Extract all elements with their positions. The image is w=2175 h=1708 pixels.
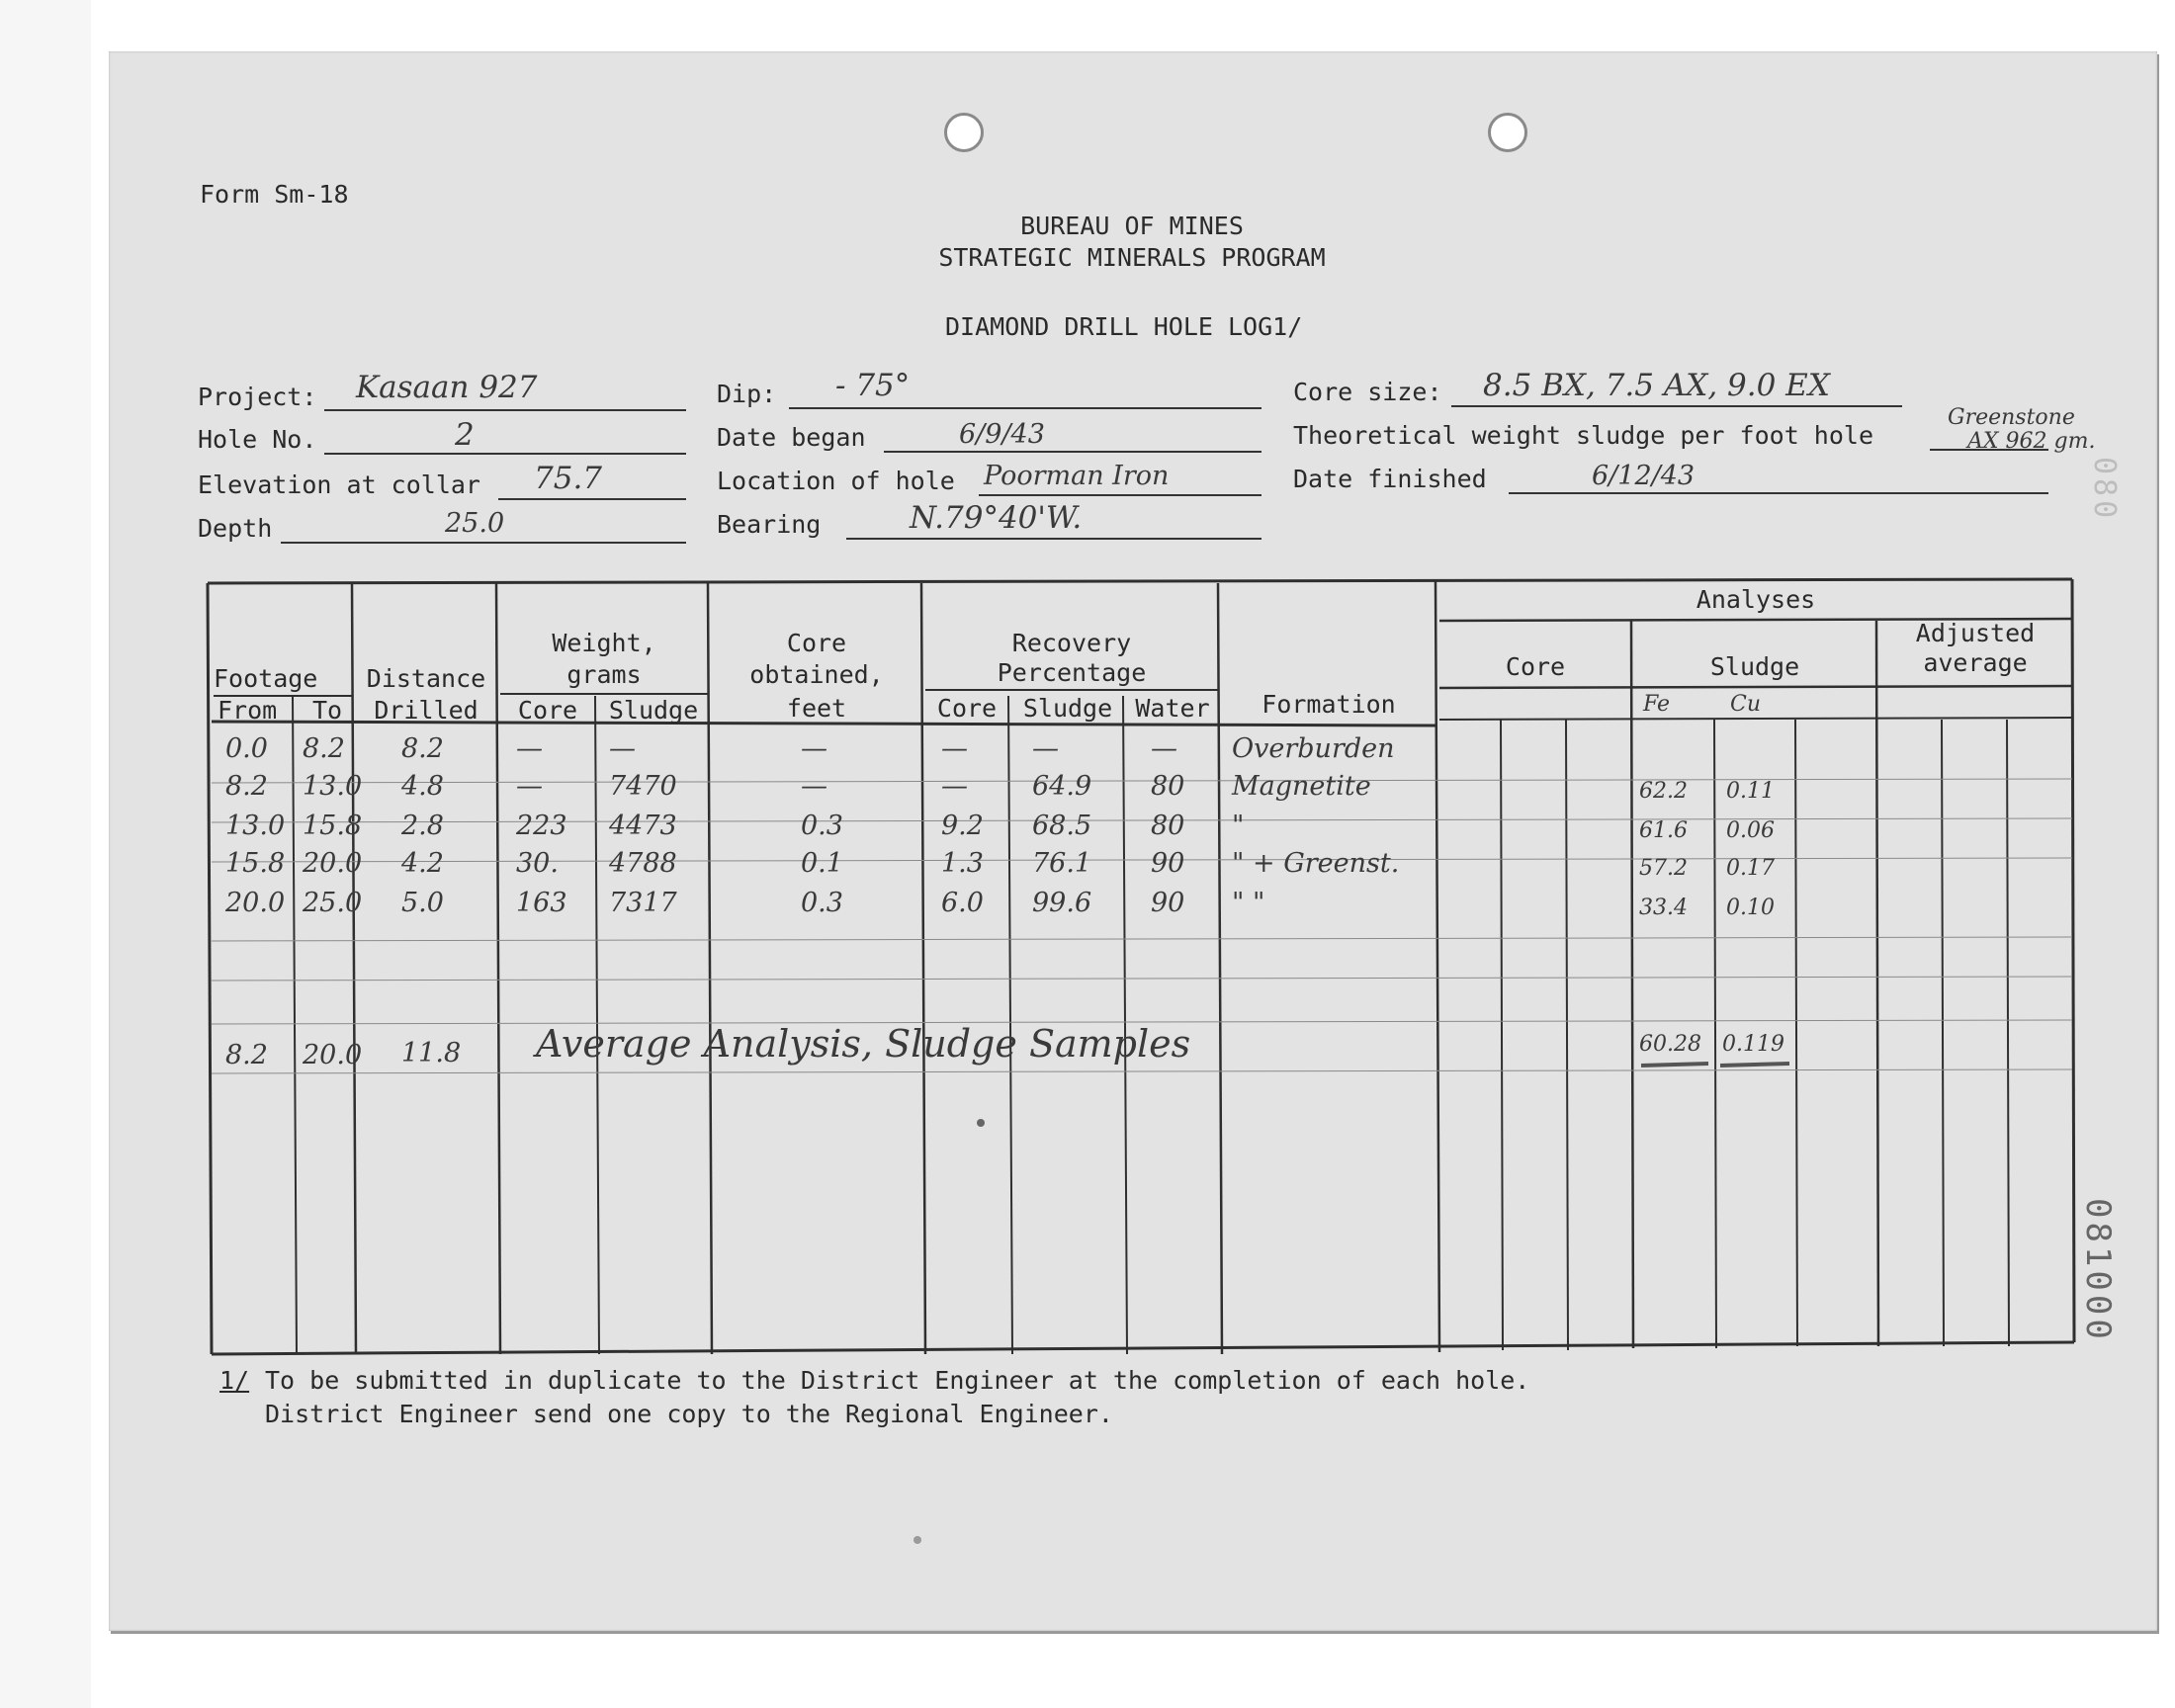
cell-core-obt: 0.3 bbox=[801, 888, 843, 918]
date-finished-label: Date finished bbox=[1293, 465, 1487, 493]
footnote-line-1: To be submitted in duplicate to the District Engineer at the completion of each hole. bbox=[265, 1366, 1530, 1395]
cell-wsludge: 4788 bbox=[609, 848, 677, 879]
cell-formation: " " bbox=[1232, 888, 1265, 918]
cell-formation: Magnetite bbox=[1232, 771, 1371, 802]
cell-to: 15.8 bbox=[303, 811, 363, 841]
cell-formation: " bbox=[1232, 811, 1245, 841]
cell-wcore: 30. bbox=[516, 848, 559, 879]
footnote-line-2: District Engineer send one copy to the Regional Engineer. bbox=[265, 1400, 1113, 1428]
cell-rcore: — bbox=[941, 733, 968, 764]
col-header-rec-water: Water bbox=[1135, 694, 1210, 723]
cell-from: 0.0 bbox=[225, 733, 268, 764]
col-header-sludge-cu: Cu bbox=[1730, 692, 1762, 717]
date-began-label: Date began bbox=[717, 423, 866, 452]
col-header-footage: Footage bbox=[214, 664, 318, 693]
program-name: STRATEGIC MINERALS PROGRAM bbox=[938, 243, 1326, 272]
project-value: Kasaan 927 bbox=[356, 370, 538, 405]
footnote-marker: 1/ bbox=[219, 1366, 250, 1395]
cell-formation: " + Greenst. bbox=[1232, 848, 1400, 879]
col-header-weight-core: Core bbox=[517, 696, 578, 725]
cell-rsludge: 99.6 bbox=[1032, 888, 1092, 918]
location-value: Poorman Iron bbox=[984, 461, 1170, 491]
summary-cu: 0.119 bbox=[1722, 1032, 1784, 1057]
cell-rsludge: 64.9 bbox=[1032, 771, 1092, 802]
cell-from: 20.0 bbox=[225, 888, 286, 918]
cell-rcore: — bbox=[941, 771, 968, 802]
col-header-core-obtained-2: obtained, bbox=[749, 660, 884, 689]
core-size-label: Core size: bbox=[1293, 378, 1442, 406]
cell-cu: 0.17 bbox=[1726, 856, 1775, 881]
ink-speck-2 bbox=[914, 1536, 921, 1544]
cell-rsludge: 68.5 bbox=[1032, 811, 1092, 841]
cell-cu: 0.06 bbox=[1726, 818, 1775, 843]
col-header-analyses: Analyses bbox=[1696, 585, 1816, 614]
col-header-analyses-sludge: Sludge bbox=[1709, 652, 1800, 681]
theoretical-weight-label: Theoretical weight sludge per foot hole bbox=[1293, 421, 1873, 450]
cell-dist: 4.2 bbox=[401, 848, 444, 879]
summary-text: Average Analysis, Sludge Samples bbox=[536, 1022, 1191, 1066]
cell-fe: 33.4 bbox=[1639, 896, 1688, 920]
cell-to: 13.0 bbox=[303, 771, 363, 802]
col-header-distance: Distance bbox=[366, 664, 486, 693]
cell-fe: 62.2 bbox=[1639, 779, 1688, 804]
cell-wsludge: 7317 bbox=[609, 888, 677, 918]
cell-dist: 4.8 bbox=[401, 771, 444, 802]
elevation-label: Elevation at collar bbox=[198, 470, 480, 499]
cell-core-obt: — bbox=[801, 733, 827, 764]
cell-wsludge: — bbox=[609, 733, 636, 764]
depth-label: Depth bbox=[198, 514, 273, 543]
cell-wsludge: 7470 bbox=[609, 771, 677, 802]
hole-value: 2 bbox=[455, 417, 475, 453]
col-header-recovery: Recovery bbox=[1011, 629, 1132, 657]
cell-to: 8.2 bbox=[303, 733, 345, 764]
col-header-core-obtained-3: feet bbox=[786, 694, 847, 723]
cell-rcore: 9.2 bbox=[941, 811, 984, 841]
col-header-formation: Formation bbox=[1262, 690, 1396, 719]
cell-wcore: 163 bbox=[516, 888, 567, 918]
form-id: Form Sm-18 bbox=[200, 180, 349, 209]
side-stamp-number: 081000 bbox=[2078, 1198, 2118, 1343]
elevation-value: 75.7 bbox=[534, 461, 603, 496]
date-finished-value: 6/12/43 bbox=[1592, 461, 1696, 491]
cell-wcore: 223 bbox=[516, 811, 567, 841]
col-header-weight-sludge: Sludge bbox=[608, 696, 699, 725]
cell-rsludge: — bbox=[1032, 733, 1059, 764]
cell-rwater: 80 bbox=[1151, 771, 1185, 802]
col-header-rec-sludge: Sludge bbox=[1022, 694, 1113, 723]
col-header-grams: grams bbox=[566, 660, 642, 689]
cell-rwater: 90 bbox=[1151, 888, 1185, 918]
cell-to: 20.0 bbox=[303, 848, 363, 879]
bearing-value: N.79°40'W. bbox=[910, 500, 1083, 536]
agency-name: BUREAU OF MINES bbox=[1020, 212, 1244, 240]
col-header-from: From bbox=[218, 696, 278, 725]
cell-rsludge: 76.1 bbox=[1032, 848, 1092, 879]
col-header-rec-core: Core bbox=[936, 694, 998, 723]
cell-fe: 57.2 bbox=[1639, 856, 1688, 881]
col-header-adjusted: Adjusted bbox=[1915, 619, 2036, 647]
title-text: DIAMOND DRILL HOLE LOG bbox=[945, 312, 1273, 341]
cell-core-obt: 0.3 bbox=[801, 811, 843, 841]
col-header-drilled: Drilled bbox=[374, 696, 478, 725]
cell-dist: 8.2 bbox=[401, 733, 444, 764]
summary-from: 8.2 bbox=[225, 1040, 268, 1070]
cell-dist: 2.8 bbox=[401, 811, 444, 841]
col-header-average: average bbox=[1923, 648, 2028, 677]
col-header-to: To bbox=[312, 696, 343, 725]
cell-wcore: — bbox=[516, 771, 543, 802]
cell-rwater: — bbox=[1151, 733, 1177, 764]
cell-wcore: — bbox=[516, 733, 543, 764]
drill-log-sheet bbox=[109, 51, 2157, 1631]
col-header-percentage: Percentage bbox=[997, 658, 1147, 687]
cell-wsludge: 4473 bbox=[609, 811, 677, 841]
cell-rwater: 80 bbox=[1151, 811, 1185, 841]
cell-to: 25.0 bbox=[303, 888, 363, 918]
dip-label: Dip: bbox=[717, 380, 777, 408]
cell-core-obt: 0.1 bbox=[801, 848, 843, 879]
summary-distance: 11.8 bbox=[401, 1038, 462, 1068]
core-size-value: 8.5 BX, 7.5 AX, 9.0 EX bbox=[1483, 368, 1830, 403]
cell-cu: 0.10 bbox=[1726, 896, 1775, 920]
location-label: Location of hole bbox=[717, 467, 955, 495]
cell-fe: 61.6 bbox=[1639, 818, 1688, 843]
cell-from: 8.2 bbox=[225, 771, 268, 802]
cell-formation: Overburden bbox=[1232, 733, 1395, 764]
depth-value: 25.0 bbox=[445, 508, 505, 539]
cell-dist: 5.0 bbox=[401, 888, 444, 918]
cell-from: 15.8 bbox=[225, 848, 286, 879]
col-header-weight: Weight, bbox=[552, 629, 656, 657]
ink-speck bbox=[977, 1119, 985, 1127]
cell-from: 13.0 bbox=[225, 811, 286, 841]
col-header-analyses-core: Core bbox=[1505, 652, 1566, 681]
hole-label: Hole No. bbox=[198, 425, 317, 454]
date-began-value: 6/9/43 bbox=[959, 419, 1045, 450]
cell-rcore: 6.0 bbox=[941, 888, 984, 918]
col-header-sludge-fe: Fe bbox=[1643, 692, 1671, 717]
side-stamp-faint: 080 bbox=[2087, 457, 2122, 523]
title-footnote-ref: 1/ bbox=[1272, 312, 1303, 341]
scanner-margin bbox=[0, 0, 91, 1708]
project-label: Project: bbox=[198, 383, 317, 411]
cell-rwater: 90 bbox=[1151, 848, 1185, 879]
theoretical-value-top: Greenstone bbox=[1948, 405, 2075, 430]
theoretical-value-bottom: AX 962 gm. bbox=[1967, 429, 2096, 454]
summary-fe: 60.28 bbox=[1639, 1032, 1701, 1057]
dip-value: - 75° bbox=[835, 368, 911, 403]
cell-rcore: 1.3 bbox=[941, 848, 984, 879]
bearing-label: Bearing bbox=[717, 510, 822, 539]
cell-cu: 0.11 bbox=[1726, 779, 1775, 804]
cell-core-obt: — bbox=[801, 771, 827, 802]
col-header-core-obtained-1: Core bbox=[786, 629, 847, 657]
summary-to: 20.0 bbox=[303, 1040, 363, 1070]
